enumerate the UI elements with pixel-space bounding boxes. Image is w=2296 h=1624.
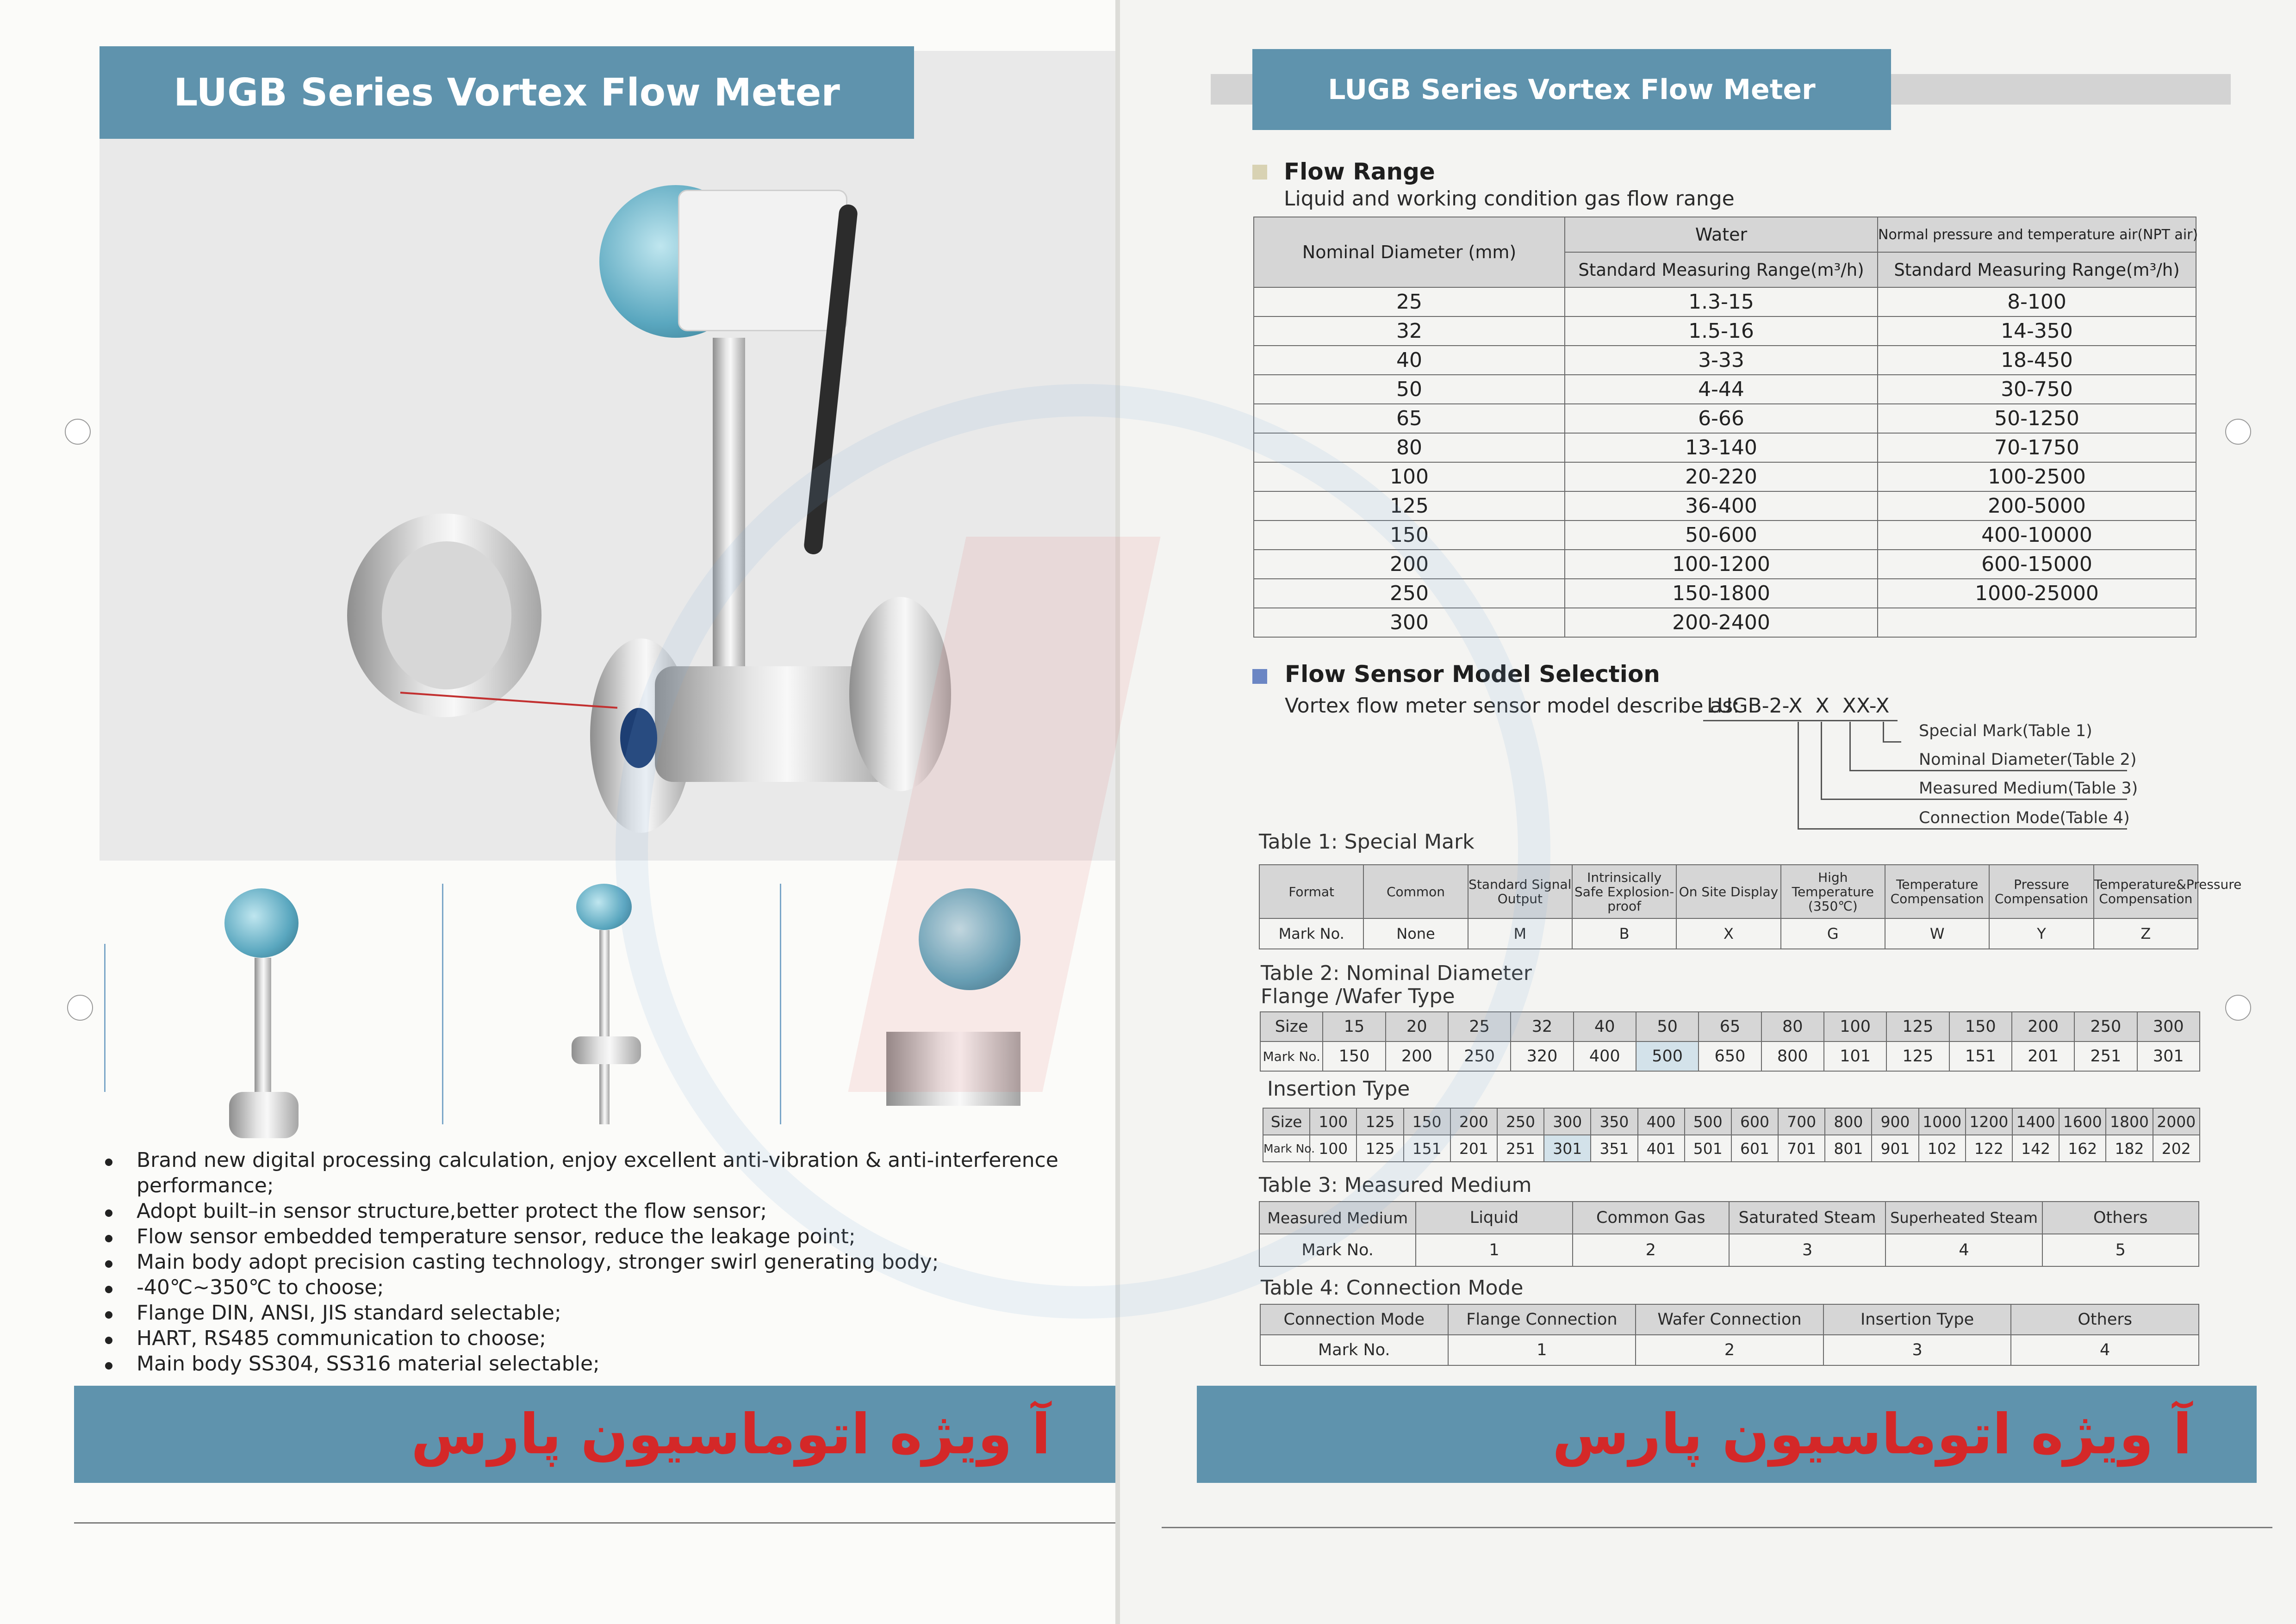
- size-cell: 150: [1404, 1108, 1450, 1135]
- size-cell: 125: [1356, 1108, 1403, 1135]
- mark-cell: 182: [2106, 1135, 2153, 1162]
- mark-cell: 100: [1310, 1135, 1356, 1162]
- mark-cell: 301: [1544, 1135, 1591, 1162]
- size-cell: 250: [2074, 1012, 2137, 1041]
- table-row: [1254, 287, 2196, 316]
- size-cell: 700: [1778, 1108, 1825, 1135]
- table3-value: 4: [1885, 1234, 2042, 1266]
- table3-caption: Table 3: Measured Medium: [1259, 1173, 1532, 1197]
- bore-icon: [620, 708, 657, 768]
- mark-cell: 501: [1685, 1135, 1731, 1162]
- size-cell: 1400: [2012, 1108, 2059, 1135]
- mark-cell: 125: [1356, 1135, 1403, 1162]
- mark-cell: 250: [1448, 1041, 1511, 1071]
- mark-cell: 351: [1591, 1135, 1637, 1162]
- size-label: Size: [1263, 1108, 1310, 1135]
- size-cell: 400: [1638, 1108, 1685, 1135]
- mark-cell: 122: [1966, 1135, 2012, 1162]
- table-row: [1263, 1108, 2200, 1135]
- table1-header: Standard Signal Output: [1468, 865, 1572, 918]
- cell-air: 400-10000: [1878, 521, 2196, 550]
- size-cell: 125: [1886, 1012, 1949, 1041]
- size-cell: 1000: [1919, 1108, 1966, 1135]
- table-row: [1254, 491, 2196, 521]
- cell-dn: 25: [1254, 287, 1565, 316]
- model-code: LUGB-2-X X XX-X: [1707, 694, 1890, 718]
- size-cell: 900: [1872, 1108, 1918, 1135]
- size-cell: 32: [1511, 1012, 1573, 1041]
- table1-header: Intrinsically Safe Explosion-proof: [1572, 865, 1676, 918]
- cell-water: 4-44: [1565, 375, 1878, 404]
- cell-water: 3-33: [1565, 346, 1878, 375]
- model-bracket-2: [1849, 722, 1851, 771]
- divider-2: [442, 884, 443, 1124]
- table1-value: Z: [2094, 918, 2198, 949]
- table4-header: Wafer Connection: [1636, 1304, 1823, 1335]
- cell-air: 14-350: [1878, 316, 2196, 346]
- left-footer-banner: [74, 1386, 1115, 1483]
- thumb-flange-icon: [229, 1092, 299, 1138]
- thumb-mount-icon: [572, 1036, 641, 1064]
- punch-hole-2: [67, 995, 93, 1021]
- size-cell: 20: [1386, 1012, 1448, 1041]
- cell-dn: 300: [1254, 608, 1565, 637]
- cell-air: 18-450: [1878, 346, 2196, 375]
- cell-dn: 150: [1254, 521, 1565, 550]
- table-row: [1259, 918, 2198, 949]
- table3-header: Common Gas: [1573, 1202, 1729, 1234]
- cell-air: 70-1750: [1878, 433, 2196, 462]
- thumb-head-icon-3: [919, 888, 1020, 990]
- table3-header: Measured Medium: [1259, 1202, 1416, 1234]
- size-cell: 350: [1591, 1108, 1637, 1135]
- model-label-connection-mode: Connection Mode(Table 4): [1919, 809, 2130, 827]
- table1-value: M: [1468, 918, 1572, 949]
- col-air-range: Standard Measuring Range(m³/h): [1878, 252, 2196, 287]
- size-cell: 300: [2137, 1012, 2200, 1041]
- table1-header: High Temperature (350℃): [1781, 865, 1885, 918]
- variant-thumbnails: [100, 874, 1115, 1143]
- transmitter-body-icon: [678, 190, 847, 331]
- table1-value: X: [1676, 918, 1780, 949]
- company-logo: آ ویژه اتوماسیون پارس: [411, 1402, 1051, 1467]
- table1-header: Temperature Compensation: [1885, 865, 1989, 918]
- mark-cell: 701: [1778, 1135, 1825, 1162]
- table-row: [1259, 1234, 2199, 1266]
- col-npt-air: Normal pressure and temperature air(NPT air): [1878, 217, 2196, 252]
- model-leader-4: [1798, 828, 2127, 830]
- special-mark-table: [1259, 864, 2242, 949]
- table4-caption: Table 4: Connection Mode: [1261, 1276, 1524, 1300]
- feature-item: Main body adopt precision casting technology, stronger swirl generating body;: [100, 1249, 1118, 1275]
- mark-cell: 251: [2074, 1041, 2137, 1071]
- section-marker-model: [1252, 669, 1267, 684]
- table-row: [1260, 1012, 2200, 1041]
- table-row: [1260, 1041, 2200, 1071]
- table1-caption: Table 1: Special Mark: [1259, 830, 1475, 854]
- table-row: [1260, 1304, 2199, 1335]
- cell-air: 50-1250: [1878, 404, 2196, 433]
- mark-label: Mark No.: [1263, 1135, 1310, 1162]
- table1-value: W: [1885, 918, 1989, 949]
- cell-dn: 65: [1254, 404, 1565, 433]
- mark-cell: 800: [1761, 1041, 1824, 1071]
- size-cell: 1200: [1966, 1108, 2012, 1135]
- table4-value: 4: [2011, 1335, 2199, 1365]
- model-label-special-mark: Special Mark(Table 1): [1919, 722, 2092, 740]
- mark-cell: 142: [2012, 1135, 2059, 1162]
- cell-water: 1.3-15: [1565, 287, 1878, 316]
- cell-air: 1000-25000: [1878, 579, 2196, 608]
- feature-item: Flow sensor embedded temperature sensor, reduce the leakage point;: [100, 1224, 1118, 1249]
- mark-cell: 400: [1574, 1041, 1636, 1071]
- table-row: [1254, 346, 2196, 375]
- table1-header: Pressure Compensation: [1989, 865, 2093, 918]
- size-cell: 50: [1636, 1012, 1699, 1041]
- table2-caption: Table 2: Nominal Diameter: [1261, 961, 1532, 985]
- table-row: [1254, 608, 2196, 637]
- table3-header: Superheated Steam: [1885, 1202, 2042, 1234]
- feature-item: Adopt built–in sensor structure,better protect the flow sensor;: [100, 1198, 1118, 1224]
- table4-value: 3: [1823, 1335, 2011, 1365]
- table-row: [1259, 1202, 2199, 1234]
- feature-list: [100, 1147, 1118, 1376]
- table4-header: Flange Connection: [1448, 1304, 1636, 1335]
- nominal-diameter-flange-table: [1260, 1011, 2200, 1072]
- flow-range-table: [1253, 217, 2196, 638]
- table3-value: 3: [1729, 1234, 1885, 1266]
- feature-item: Brand new digital processing calculation, enjoy excellent anti-vibration & anti-interference performance;: [100, 1147, 1118, 1198]
- cell-dn: 50: [1254, 375, 1565, 404]
- table-row: [1260, 1335, 2199, 1365]
- size-cell: 300: [1544, 1108, 1591, 1135]
- feature-item: Main body SS304, SS316 material selectable;: [100, 1351, 1118, 1376]
- model-label-measured-medium: Measured Medium(Table 3): [1919, 779, 2138, 798]
- mark-cell: 150: [1323, 1041, 1385, 1071]
- table-row: [1259, 865, 2198, 918]
- sensor-stem-icon: [713, 338, 745, 699]
- left-title-banner: [100, 46, 914, 139]
- cell-water: 50-600: [1565, 521, 1878, 550]
- col-water: Water: [1565, 217, 1878, 252]
- size-cell: 80: [1761, 1012, 1824, 1041]
- page-gutter: [1115, 0, 1120, 1624]
- size-cell: 100: [1824, 1012, 1886, 1041]
- mark-cell: 202: [2153, 1135, 2200, 1162]
- cell-air: 30-750: [1878, 375, 2196, 404]
- table3-header: Liquid: [1416, 1202, 1572, 1234]
- size-cell: 600: [1731, 1108, 1778, 1135]
- table-row: [1254, 521, 2196, 550]
- size-cell: 100: [1310, 1108, 1356, 1135]
- cell-air: 100-2500: [1878, 462, 2196, 491]
- model-describe-text: Vortex flow meter sensor model describe as:: [1285, 694, 1740, 718]
- cell-air: 8-100: [1878, 287, 2196, 316]
- cell-water: 20-220: [1565, 462, 1878, 491]
- table4-header: Others: [2011, 1304, 2199, 1335]
- size-cell: 200: [2012, 1012, 2074, 1041]
- model-leader-1: [1883, 741, 1901, 743]
- thumbnail-flange-type: [211, 888, 312, 1138]
- cell-dn: 125: [1254, 491, 1565, 521]
- left-page: [0, 0, 1115, 1624]
- punch-hole-3: [2225, 419, 2251, 445]
- table1-value: B: [1572, 918, 1676, 949]
- flange-right-icon: [849, 597, 951, 791]
- model-leader-3: [1821, 799, 2127, 800]
- size-cell: 250: [1497, 1108, 1544, 1135]
- mark-cell: 102: [1919, 1135, 1966, 1162]
- table2-subcaption: Flange /Wafer Type: [1261, 985, 1455, 1008]
- model-bracket-3: [1821, 722, 1822, 800]
- thumbnail-insertion-type: [562, 884, 664, 1134]
- cell-water: 150-1800: [1565, 579, 1878, 608]
- table3-value: 2: [1573, 1234, 1729, 1266]
- table3-value: 1: [1416, 1234, 1572, 1266]
- cell-dn: 80: [1254, 433, 1565, 462]
- cell-air: [1878, 608, 2196, 637]
- mark-cell: 201: [2012, 1041, 2074, 1071]
- mark-cell: 162: [2059, 1135, 2106, 1162]
- cutaway-inner-icon: [382, 541, 511, 689]
- feature-item: HART, RS485 communication to choose;: [100, 1326, 1118, 1351]
- table1-header: Common: [1363, 865, 1468, 918]
- thumb-head-icon-2: [576, 884, 632, 930]
- model-label-nominal-diameter: Nominal Diameter(Table 2): [1919, 750, 2137, 769]
- cell-water: 100-1200: [1565, 550, 1878, 579]
- thumb-bracket-icon: [886, 1032, 1020, 1106]
- col-nominal-diameter: Nominal Diameter (mm): [1254, 217, 1565, 287]
- mark-cell: 101: [1824, 1041, 1886, 1071]
- connection-mode-table: [1260, 1304, 2199, 1366]
- cell-dn: 100: [1254, 462, 1565, 491]
- thumb-stem-icon: [255, 958, 271, 1097]
- table-row: [1263, 1135, 2200, 1162]
- right-title-banner: [1252, 49, 1891, 130]
- table3-value: Mark No.: [1259, 1234, 1416, 1266]
- right-title: LUGB Series Vortex Flow Meter: [1328, 73, 1816, 106]
- table-row: [1254, 579, 2196, 608]
- mark-label: Mark No.: [1260, 1041, 1323, 1071]
- table1-header: On Site Display: [1676, 865, 1780, 918]
- divider-3: [780, 884, 781, 1124]
- model-code-underline: [1703, 720, 1898, 721]
- size-cell: 15: [1323, 1012, 1385, 1041]
- flow-range-heading: Flow Range: [1284, 158, 1435, 185]
- mark-cell: 251: [1497, 1135, 1544, 1162]
- right-footer-rule: [1162, 1527, 2272, 1528]
- table3-value: 5: [2042, 1234, 2199, 1266]
- company-logo: آ ویژه اتوماسیون پارس: [1552, 1402, 2192, 1467]
- cell-dn: 40: [1254, 346, 1565, 375]
- mark-cell: 125: [1886, 1041, 1949, 1071]
- table1-value: Y: [1989, 918, 2093, 949]
- size-cell: 25: [1448, 1012, 1511, 1041]
- flow-range-subtitle: Liquid and working condition gas flow range: [1284, 187, 1735, 211]
- cell-water: 13-140: [1565, 433, 1878, 462]
- divider-1: [104, 944, 106, 1092]
- cell-air: 200-5000: [1878, 491, 2196, 521]
- thumb-head-icon: [224, 888, 299, 958]
- punch-hole-1: [65, 419, 91, 445]
- table1-header: Format: [1259, 865, 1363, 918]
- table1-header: Temperature&Pressure Compensation: [2094, 865, 2198, 918]
- mark-cell: 801: [1825, 1135, 1872, 1162]
- table-row: [1254, 404, 2196, 433]
- size-cell: 40: [1574, 1012, 1636, 1041]
- cell-water: 1.5-16: [1565, 316, 1878, 346]
- thumb-stem-icon-2: [599, 930, 610, 1124]
- mark-cell: 201: [1450, 1135, 1497, 1162]
- main-product-photo: [100, 51, 1115, 861]
- mark-cell: 401: [1638, 1135, 1685, 1162]
- table1-value: Mark No.: [1259, 918, 1363, 949]
- cell-dn: 250: [1254, 579, 1565, 608]
- table-row: [1254, 462, 2196, 491]
- punch-hole-4: [2225, 995, 2251, 1021]
- size-cell: 2000: [2153, 1108, 2200, 1135]
- mark-cell: 601: [1731, 1135, 1778, 1162]
- cell-water: 200-2400: [1565, 608, 1878, 637]
- mark-cell: 200: [1386, 1041, 1448, 1071]
- table-row: [1254, 433, 2196, 462]
- model-bracket-1: [1883, 722, 1884, 742]
- size-cell: 65: [1699, 1012, 1761, 1041]
- size-cell: 200: [1450, 1108, 1497, 1135]
- feature-item: -40℃~350℃ to choose;: [100, 1275, 1118, 1300]
- left-title: LUGB Series Vortex Flow Meter: [174, 70, 840, 115]
- size-cell: 800: [1825, 1108, 1872, 1135]
- insertion-type-caption: Insertion Type: [1267, 1077, 1410, 1101]
- cell-water: 36-400: [1565, 491, 1878, 521]
- left-footer-rule: [74, 1522, 1115, 1524]
- cell-water: 6-66: [1565, 404, 1878, 433]
- model-bracket-4: [1798, 722, 1799, 829]
- mark-cell: 301: [2137, 1041, 2200, 1071]
- model-selection-heading: Flow Sensor Model Selection: [1285, 661, 1660, 688]
- table4-header: Insertion Type: [1823, 1304, 2011, 1335]
- right-footer-banner: [1197, 1386, 2257, 1483]
- mark-cell: 151: [1949, 1041, 2012, 1071]
- measured-medium-table: [1259, 1201, 2199, 1267]
- size-cell: 1600: [2059, 1108, 2106, 1135]
- mark-cell: 151: [1404, 1135, 1450, 1162]
- cell-dn: 200: [1254, 550, 1565, 579]
- table-row: [1254, 375, 2196, 404]
- thumbnail-bracket-type: [868, 879, 1034, 1129]
- mark-cell: 320: [1511, 1041, 1573, 1071]
- table4-value: 1: [1448, 1335, 1636, 1365]
- cell-air: 600-15000: [1878, 550, 2196, 579]
- mark-cell: 901: [1872, 1135, 1918, 1162]
- feature-item: Flange DIN, ANSI, JIS standard selectable;: [100, 1300, 1118, 1326]
- size-cell: 150: [1949, 1012, 2012, 1041]
- model-leader-2: [1849, 770, 2127, 771]
- section-marker-flow-range: [1252, 165, 1267, 180]
- size-cell: 1800: [2106, 1108, 2153, 1135]
- table3-header: Others: [2042, 1202, 2199, 1234]
- table4-value: Mark No.: [1260, 1335, 1448, 1365]
- table-row: [1254, 316, 2196, 346]
- table-row: [1254, 550, 2196, 579]
- col-water-range: Standard Measuring Range(m³/h): [1565, 252, 1878, 287]
- size-label: Size: [1260, 1012, 1323, 1041]
- table1-value: G: [1781, 918, 1885, 949]
- table3-header: Saturated Steam: [1729, 1202, 1885, 1234]
- size-cell: 500: [1685, 1108, 1731, 1135]
- table4-value: 2: [1636, 1335, 1823, 1365]
- mark-cell: 650: [1699, 1041, 1761, 1071]
- table4-header: Connection Mode: [1260, 1304, 1448, 1335]
- nominal-diameter-insertion-table: [1263, 1108, 2200, 1162]
- table1-value: None: [1363, 918, 1468, 949]
- cell-dn: 32: [1254, 316, 1565, 346]
- mark-cell: 500: [1636, 1041, 1699, 1071]
